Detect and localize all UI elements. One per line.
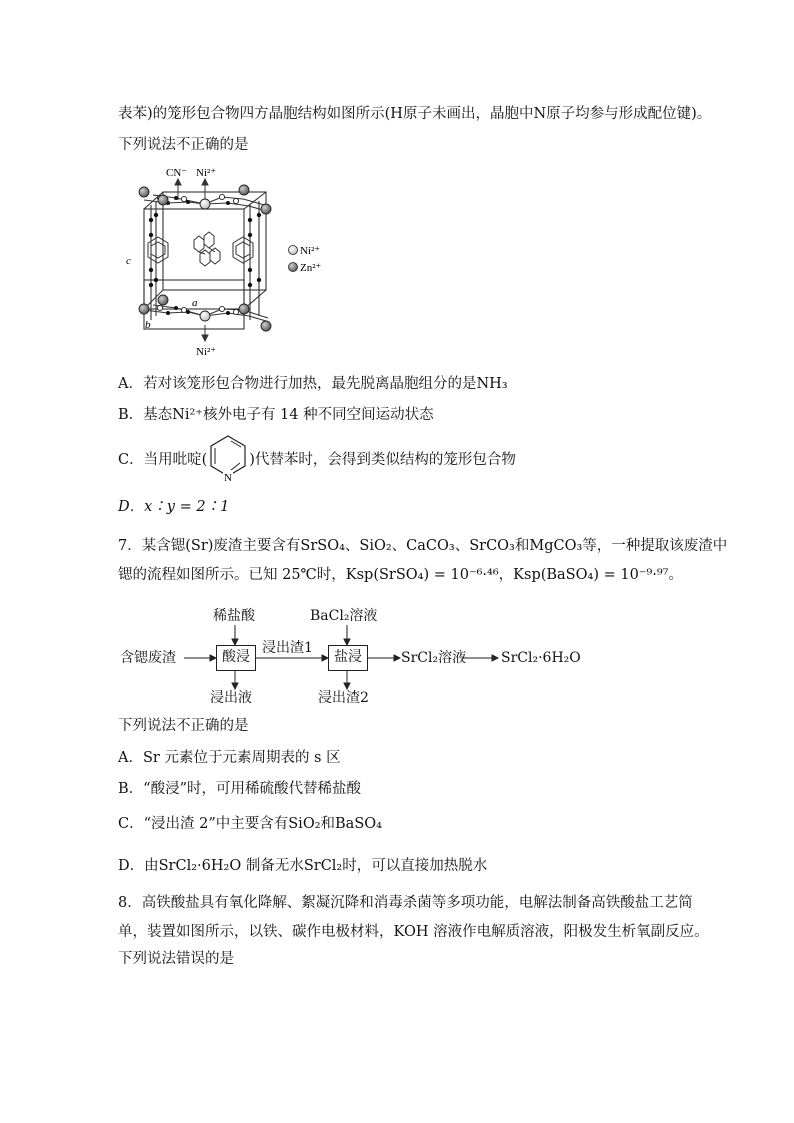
legend-ni-label: Ni²⁺ — [300, 245, 321, 257]
flow-residue-1: 浸出渣1 — [262, 640, 313, 656]
flow-step-salt-leach: 盐浸 — [328, 645, 368, 671]
q6-prompt: 下列说法不正确的是 — [118, 137, 249, 153]
q7-option-d: D．由SrCl₂·6H₂O 制备无水SrCl₂时，可以直接加热脱水 — [118, 858, 488, 874]
flow-reagent-hcl: 稀盐酸 — [213, 608, 255, 624]
q8-prompt: 下列说法错误的是 — [118, 951, 234, 967]
flow-start: 含锶废渣 — [120, 650, 176, 666]
pyridine-n-atom: N — [224, 472, 233, 484]
q6-option-d: D．x∶y = 2∶1 — [118, 499, 230, 515]
q6-option-c — [118, 450, 516, 484]
label-ni-bottom: Ni²⁺ — [196, 346, 217, 358]
flow-product-solution: SrCl₂溶液 — [401, 650, 467, 666]
q7-line2: 锶的流程如图所示。已知 25℃时，Ksp(SrSO₄) = 10⁻⁶·⁴⁶，Ksp(BaSO₄) = 10⁻⁹·⁹⁷。 — [118, 567, 683, 583]
q8-line1: 8．高铁酸盐具有氧化降解、絮凝沉降和消毒杀菌等多项功能，电解法制备高铁酸盐工艺简 — [118, 895, 693, 911]
flow-step-acid-leach: 酸浸 — [216, 645, 256, 671]
crystal-cell-figure — [118, 160, 368, 360]
flow-diagram — [118, 605, 598, 705]
q6-option-c-post: )代替苯时，会得到类似结构的笼形包合物 — [249, 452, 516, 468]
axis-c: c — [126, 255, 131, 267]
q7-option-b: B．“酸浸”时，可用稀硫酸代替稀盐酸 — [118, 781, 361, 797]
q7-option-a: A．Sr 元素位于元素周期表的 s 区 — [118, 750, 341, 766]
flow-leachate: 浸出液 — [210, 690, 252, 706]
legend-zn-label: Zn²⁺ — [300, 262, 322, 274]
q6-option-c-pre: C．当用吡啶( — [118, 452, 208, 468]
q7-line1: 7．某含锶(Sr)废渣主要含有SrSO₄、SiO₂、CaCO₃、SrCO₃和MgCO₃等，一种提取该废渣中 — [118, 538, 728, 554]
pyridine-structure — [207, 450, 249, 484]
q6-option-b: B．基态Ni²⁺核外电子有 14 种不同空间运动状态 — [118, 407, 434, 423]
q7-option-c: C．“浸出渣 2”中主要含有SiO₂和BaSO₄ — [118, 816, 382, 832]
legend-ni-swatch — [289, 246, 298, 255]
label-ni-top: Ni²⁺ — [196, 167, 217, 179]
flow-reagent-bacl2: BaCl₂溶液 — [310, 608, 378, 624]
legend-zn-swatch — [289, 263, 298, 272]
q8-line2: 单，装置如图所示，以铁、碳作电极材料，KOH 溶液作电解质溶液，阳极发生析氧副反应。 — [118, 924, 709, 940]
q6-intro: 表苯)的笼形包合物四方晶胞结构如图所示(H原子未画出，晶胞中N原子均参与形成配位键)。 — [118, 106, 712, 122]
label-cn: CN⁻ — [166, 167, 188, 179]
q7-prompt: 下列说法不正确的是 — [118, 718, 249, 734]
q6-option-a: A．若对该笼形包合物进行加热，最先脱离晶胞组分的是NH₃ — [118, 376, 508, 392]
axis-a: a — [192, 297, 198, 309]
flow-residue-2: 浸出渣2 — [318, 690, 369, 706]
axis-b: b — [145, 319, 151, 331]
flow-product-crystal: SrCl₂·6H₂O — [501, 650, 581, 666]
